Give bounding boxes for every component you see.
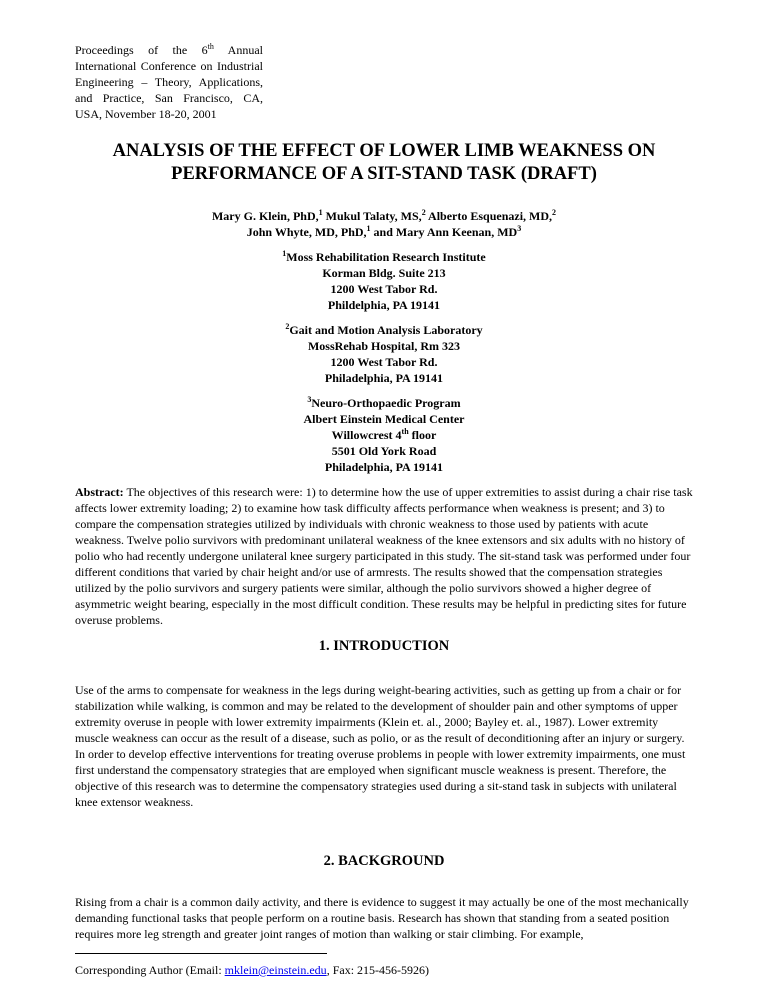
author-whyte: John Whyte, MD, PhD, bbox=[246, 225, 367, 239]
conference-rest: Annual International Conference on Industrial Engineering – Theory, Applications, and Practice, San Francisco, CA, USA, November 18-20, 2001 bbox=[75, 43, 263, 121]
conference-ordinal-suffix: th bbox=[207, 42, 214, 51]
abstract bbox=[75, 484, 693, 628]
title-line-2: PERFORMANCE OF A SIT-STAND TASK (DRAFT) bbox=[171, 164, 597, 184]
conference-ordinal: 6 bbox=[201, 43, 208, 57]
section-heading-introduction: 1. INTRODUCTION bbox=[318, 638, 450, 654]
abstract-text: The objectives of this research were: 1) to determine how the use of upper extremities to assist during a chair rise task affects lower extremity loading; 2) to examine how task difficulty affects performance when weakness is present; and 3) to compare the compensation strategies utilized by individuals with chronic weakness to those used by patients with acute weakness. Twelve polio survivors with predominant unilateral weakness of the knee extensors and six adults with no history of polio who had recently undergone unilateral knee surgery participated in this study. The sit-stand task was performed under four different conditions that varied by chair height and/or use of armrests. The results showed that the compensation strategies utilized by the polio survivors and surgery patients were similar, although the polio survivors showed a higher degree of asymmetric weight bearing, especially in the most difficult condition. These results may be helpful in predicting sites for future overuse problems. bbox=[75, 485, 693, 627]
affiliation-3-line-3 bbox=[75, 427, 693, 443]
author-esquenazi: Alberto Esquenazi, MD, bbox=[425, 209, 553, 223]
affiliation-3-line-2: Albert Einstein Medical Center bbox=[303, 412, 465, 426]
conference-prefix: Proceedings of the bbox=[75, 43, 202, 57]
affiliation-1-line-1 bbox=[75, 249, 693, 265]
author-line-1 bbox=[75, 208, 693, 224]
footnote-prefix: Corresponding Author (Email: bbox=[75, 963, 225, 977]
affiliation-2-line-1 bbox=[75, 322, 693, 338]
author-whyte-affil: 1 bbox=[366, 224, 371, 233]
affiliation-2-line-4: Philadelphia, PA 19141 bbox=[324, 371, 444, 385]
affiliation-3-floor: floor bbox=[408, 428, 437, 442]
author-keenan-affil: 3 bbox=[517, 224, 522, 233]
affiliation-3-building: Willowcrest 4 bbox=[331, 428, 402, 442]
author-klein: Mary G. Klein, PhD, bbox=[211, 209, 319, 223]
footnote-suffix: , Fax: 215-456-5926) bbox=[326, 963, 430, 977]
author-list bbox=[75, 208, 693, 240]
affiliation-3-line-5: Philadelphia, PA 19141 bbox=[324, 460, 444, 474]
author-keenan: and Mary Ann Keenan, MD bbox=[370, 225, 518, 239]
background-paragraph: Rising from a chair is a common daily activity, and there is evidence to suggest it may actually be one of the most mechanically demanding functional tasks that people perform on a routine basis. Research has shown that standing from a seated position requires more leg strength and greater joint ranges of motion than walking or stair climbing. For example, bbox=[75, 895, 689, 941]
affiliation-1-name: Moss Rehabilitation Research Institute bbox=[286, 250, 486, 264]
corresponding-author-footnote bbox=[75, 962, 693, 978]
author-talaty: Mukul Talaty, MS, bbox=[322, 209, 422, 223]
affiliation-3-line-1 bbox=[75, 395, 693, 411]
affiliation-1 bbox=[75, 249, 693, 313]
affiliation-3-name: Neuro-Orthopaedic Program bbox=[311, 396, 461, 410]
affiliation-1-line-2: Korman Bldg. Suite 213 bbox=[322, 266, 446, 280]
author-esquenazi-affil: 2 bbox=[552, 208, 557, 217]
paper-title bbox=[75, 140, 693, 186]
conference-header bbox=[75, 42, 263, 122]
affiliation-2-name: Gait and Motion Analysis Laboratory bbox=[289, 323, 483, 337]
author-talaty-affil: 2 bbox=[421, 208, 426, 217]
affiliation-3-number: 3 bbox=[307, 395, 312, 404]
author-klein-affil: 1 bbox=[318, 208, 323, 217]
affiliation-1-line-4: Phildelphia, PA 19141 bbox=[327, 298, 441, 312]
section-heading-background: 2. BACKGROUND bbox=[323, 853, 445, 869]
affiliation-1-line-3: 1200 West Tabor Rd. bbox=[330, 282, 438, 296]
affiliation-2 bbox=[75, 322, 693, 386]
affiliation-2-line-2: MossRehab Hospital, Rm 323 bbox=[307, 339, 460, 353]
affiliation-2-number: 2 bbox=[285, 322, 290, 331]
affiliation-1-number: 1 bbox=[282, 249, 287, 258]
introduction-paragraph: Use of the arms to compensate for weakness in the legs during weight-bearing activities, such as getting up from a chair or for stabilization while walking, is common and may be related to the development of shoulder pain and other symptoms of upper extremity overuse in people with lower extremity impairments (Klein et. al., 2000; Bayley et. al., 1987). Lower extremity muscle weakness can occur as the result of a disease, such as polio, or as the result of deconditioning after an injury or surgery. In order to develop effective interventions for treating overuse problems in people with lower extremity impairments, one must first understand the compensatory strategies that are employed when significant muscle weakness is present. Therefore, the objective of this research was to determine the compensatory strategies used during a sit-stand task in subjects with unilateral knee extensor weakness. bbox=[75, 683, 686, 809]
email-link[interactable]: mklein@einstein.edu bbox=[224, 963, 327, 977]
affiliation-3 bbox=[75, 395, 693, 475]
abstract-label: Abstract: bbox=[75, 485, 124, 499]
affiliation-3-floor-suffix: th bbox=[401, 427, 409, 436]
title-line-1: ANALYSIS OF THE EFFECT OF LOWER LIMB WEAKNESS ON bbox=[112, 141, 656, 161]
author-line-2 bbox=[75, 224, 693, 240]
affiliation-3-line-4: 5501 Old York Road bbox=[331, 444, 437, 458]
footnote-divider bbox=[75, 953, 327, 954]
affiliation-2-line-3: 1200 West Tabor Rd. bbox=[330, 355, 438, 369]
